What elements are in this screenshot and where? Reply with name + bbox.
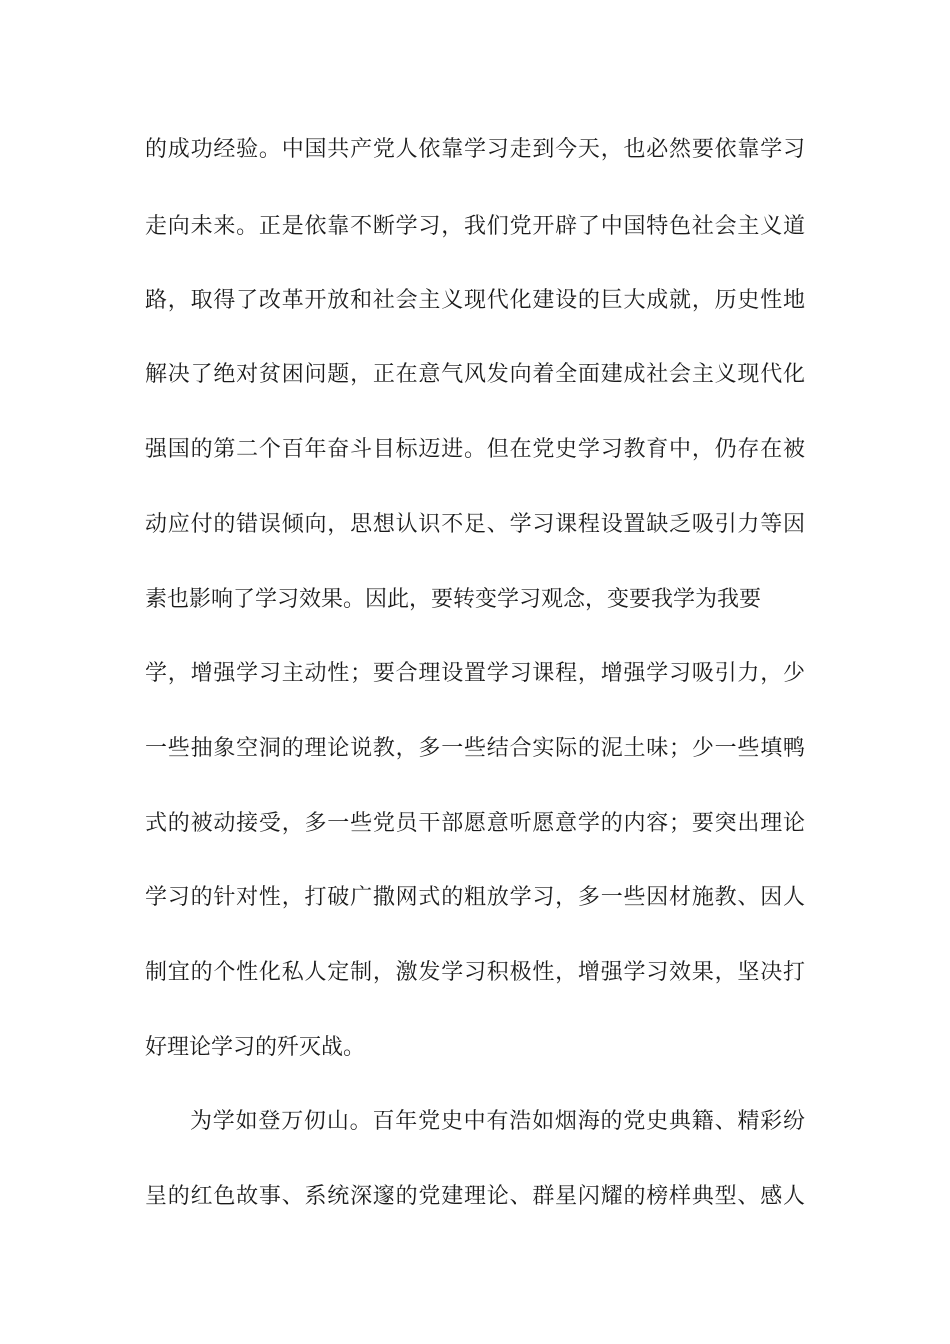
paragraph-start-line: 为学如登万仞山。百年党史中有浩如烟海的党史典籍、精彩纷 (190, 1109, 805, 1134)
text-line: 路，取得了改革开放和社会主义现代化建设的巨大成就，历史性地 (145, 288, 805, 313)
text-line: 学习的针对性，打破广撒网式的粗放学习，多一些因材施教、因人 (145, 885, 805, 910)
text-line: 解决了绝对贫困问题，正在意气风发向着全面建成社会主义现代化 (145, 362, 805, 387)
text-line: 式的被动接受，多一些党员干部愿意听愿意学的内容；要突出理论 (145, 811, 805, 836)
text-line: 强国的第二个百年奋斗目标迈进。但在党史学习教育中，仍存在被 (145, 437, 805, 462)
text-line: 动应付的错误倾向，思想认识不足、学习课程设置缺乏吸引力等因 (145, 512, 805, 537)
text-line: 制宜的个性化私人定制，激发学习积极性，增强学习效果，坚决打 (145, 960, 805, 985)
paragraph-end-line: 好理论学习的歼灭战。 (145, 1035, 366, 1060)
text-line: 学，增强学习主动性；要合理设置学习课程，增强学习吸引力，少 (145, 661, 805, 686)
text-line: 的成功经验。中国共产党人依靠学习走到今天，也必然要依靠学习 (145, 137, 805, 162)
text-line: 素也影响了学习效果。因此，要转变学习观念，变要我学为我要 (145, 587, 762, 612)
text-line: 呈的红色故事、系统深邃的党建理论、群星闪耀的榜样典型、感人 (145, 1184, 805, 1209)
text-line: 走向未来。正是依靠不断学习，我们党开辟了中国特色社会主义道 (145, 214, 805, 239)
text-line: 一些抽象空洞的理论说教，多一些结合实际的泥土味；少一些填鸭 (145, 736, 805, 761)
